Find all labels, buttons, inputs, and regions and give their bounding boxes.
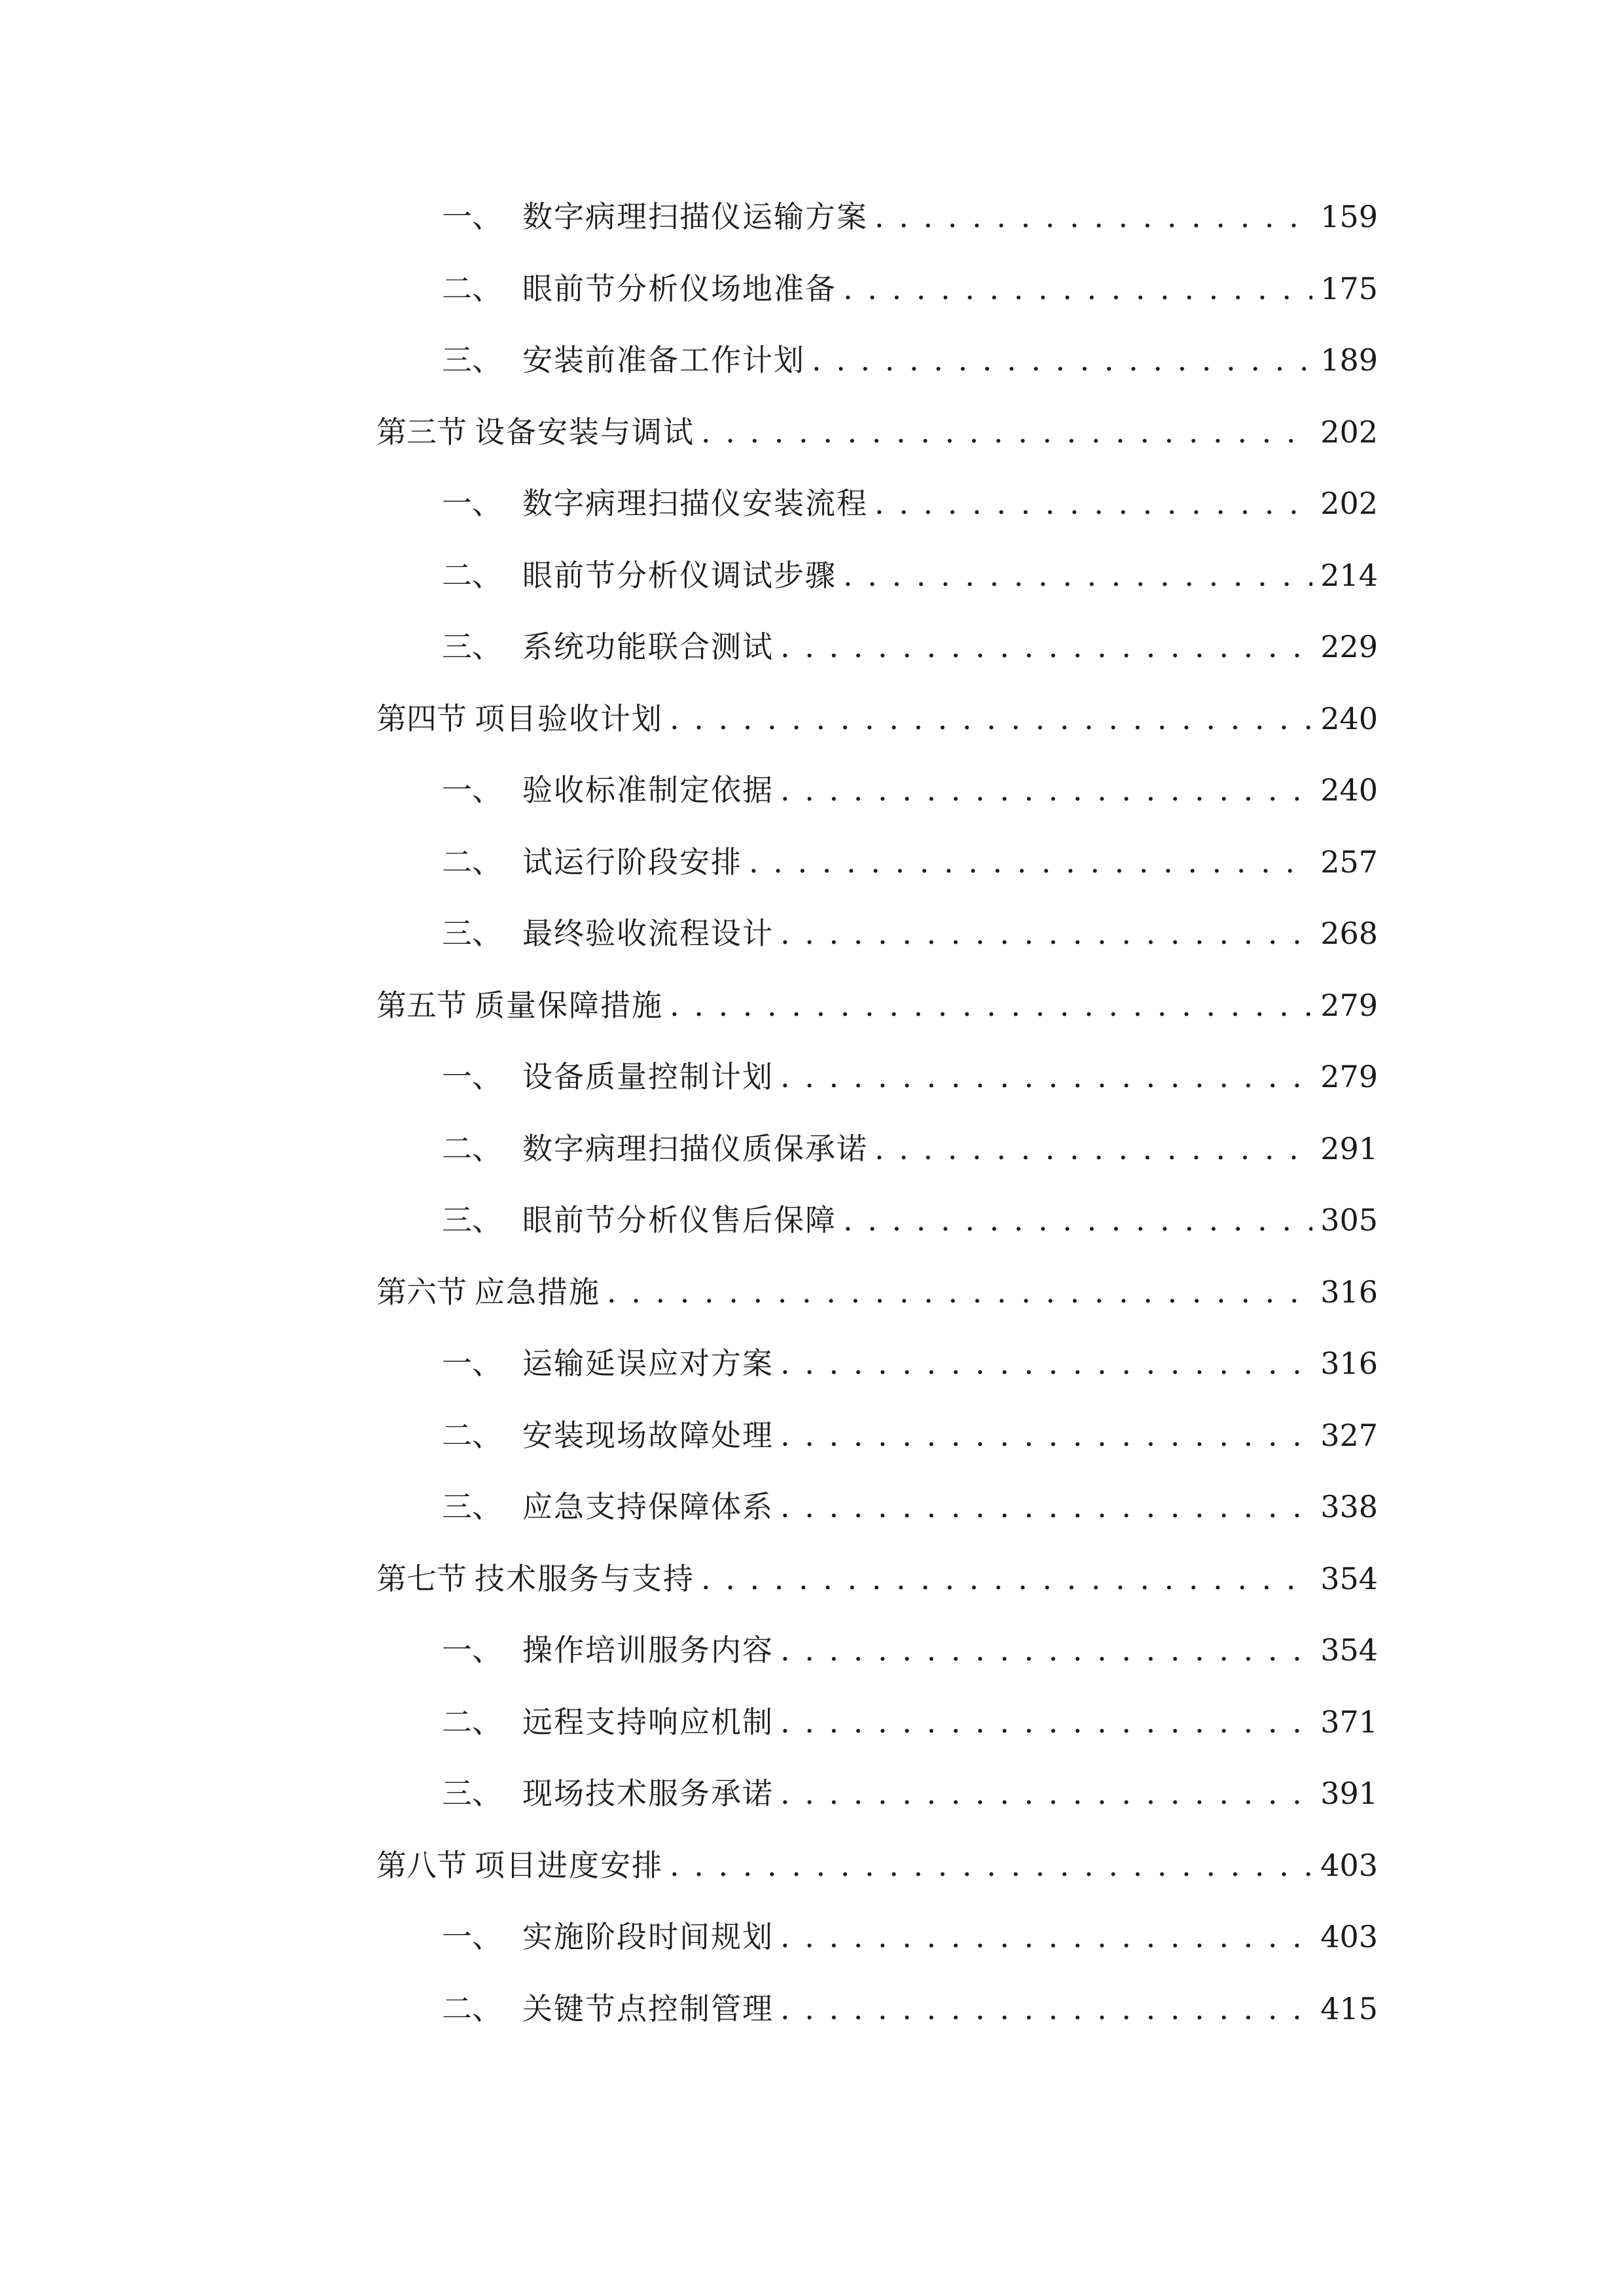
- toc-entry-number: 三、: [442, 342, 502, 378]
- toc-entry-title: 数字病理扫描仪质保承诺: [522, 1130, 868, 1166]
- toc-entry-page: 316: [1320, 1346, 1378, 1381]
- toc-entry-number: 一、: [442, 486, 502, 521]
- toc-entry-page: 202: [1320, 414, 1378, 450]
- toc-entry-title: 设备安装与调试: [475, 414, 695, 450]
- toc-entry-title: 应急措施: [475, 1274, 600, 1310]
- toc-dot-leader: [875, 1126, 1312, 1172]
- toc-entry[interactable]: [376, 1126, 1378, 1198]
- toc-dot-leader: [780, 1340, 1312, 1386]
- toc-dot-leader: [843, 552, 1312, 598]
- toc-dot-leader: [875, 194, 1312, 240]
- toc-entry-number: 三、: [442, 1776, 502, 1811]
- toc-dot-leader: [780, 1412, 1312, 1458]
- toc-entry-number: 一、: [442, 199, 502, 234]
- toc-dot-leader: [812, 337, 1312, 383]
- toc-dot-leader: [780, 1986, 1312, 2032]
- toc-dot-leader: [780, 1770, 1312, 1816]
- toc-entry-page: 202: [1320, 486, 1378, 521]
- toc-entry-number: 第七节: [376, 1560, 467, 1596]
- toc-dot-leader: [670, 1842, 1312, 1888]
- toc-entry-number: 第六节: [376, 1274, 467, 1310]
- toc-entry-page: 391: [1320, 1776, 1378, 1811]
- toc-section-entry[interactable]: [376, 696, 1378, 768]
- toc-entry-title: 项目验收计划: [475, 700, 663, 736]
- toc-entry-page: 257: [1320, 844, 1378, 880]
- toc-dot-leader: [749, 839, 1312, 885]
- toc-dot-leader: [607, 1269, 1312, 1315]
- toc-entry-title: 数字病理扫描仪运输方案: [522, 199, 868, 234]
- toc-entry-title: 质量保障措施: [475, 987, 663, 1023]
- toc-entry-title: 实施阶段时间规划: [522, 1919, 774, 1954]
- toc-dot-leader: [780, 1054, 1312, 1100]
- toc-dot-leader: [670, 696, 1312, 742]
- toc-entry-number: 二、: [442, 1130, 502, 1166]
- toc-entry-number: 第八节: [376, 1847, 467, 1883]
- toc-entry-page: 175: [1320, 270, 1378, 306]
- toc-dot-leader: [701, 1556, 1312, 1602]
- toc-entry-title: 远程支持响应机制: [522, 1704, 774, 1740]
- toc-entry[interactable]: [376, 480, 1378, 552]
- toc-entry-number: 二、: [442, 1704, 502, 1740]
- toc-entry-title: 眼前节分析仪场地准备: [522, 270, 837, 306]
- toc-entry[interactable]: [376, 910, 1378, 982]
- toc-entry-number: 二、: [442, 1990, 502, 2026]
- toc-entry-page: 415: [1320, 1990, 1378, 2026]
- toc-dot-leader: [780, 767, 1312, 813]
- toc-dot-leader: [780, 910, 1312, 956]
- toc-dot-leader: [875, 480, 1312, 526]
- toc-entry-page: 327: [1320, 1417, 1378, 1453]
- toc-entry-number: 第四节: [376, 700, 467, 736]
- toc-entry-number: 三、: [442, 1202, 502, 1238]
- toc-entry-title: 技术服务与支持: [475, 1560, 695, 1596]
- toc-entry-title: 眼前节分析仪售后保障: [522, 1202, 837, 1238]
- toc-entry-number: 二、: [442, 1417, 502, 1453]
- toc-entry-page: 291: [1320, 1130, 1378, 1166]
- toc-entry[interactable]: [376, 624, 1378, 696]
- toc-entry[interactable]: [376, 552, 1378, 624]
- toc-entry-page: 279: [1320, 1059, 1378, 1094]
- toc-entry[interactable]: [376, 1484, 1378, 1556]
- toc-dot-leader: [843, 266, 1312, 312]
- toc-entry-page: 338: [1320, 1489, 1378, 1524]
- toc-entry-number: 三、: [442, 916, 502, 951]
- toc-entry[interactable]: [376, 1627, 1378, 1699]
- toc-entry[interactable]: [376, 1770, 1378, 1842]
- toc-entry-title: 最终验收流程设计: [522, 916, 774, 951]
- toc-entry-number: 一、: [442, 1632, 502, 1668]
- toc-entry[interactable]: [376, 767, 1378, 839]
- table-of-contents: [376, 194, 1378, 2057]
- toc-entry[interactable]: [376, 1699, 1378, 1771]
- toc-entry-title: 操作培训服务内容: [522, 1632, 774, 1668]
- toc-dot-leader: [780, 1699, 1312, 1745]
- toc-entry-title: 数字病理扫描仪安装流程: [522, 486, 868, 521]
- toc-dot-leader: [780, 1627, 1312, 1673]
- toc-entry-page: 268: [1320, 916, 1378, 951]
- toc-dot-leader: [843, 1197, 1312, 1243]
- toc-entry-number: 一、: [442, 1059, 502, 1094]
- toc-entry-number: 一、: [442, 1919, 502, 1954]
- toc-entry-title: 试运行阶段安排: [522, 844, 742, 880]
- toc-entry[interactable]: [376, 266, 1378, 338]
- toc-section-entry[interactable]: [376, 982, 1378, 1054]
- toc-section-entry[interactable]: [376, 1556, 1378, 1628]
- toc-entry-number: 三、: [442, 629, 502, 664]
- toc-entry-page: 189: [1320, 342, 1378, 378]
- toc-entry-number: 二、: [442, 844, 502, 880]
- toc-entry-title: 应急支持保障体系: [522, 1489, 774, 1524]
- toc-section-entry[interactable]: [376, 1842, 1378, 1914]
- toc-entry-page: 316: [1320, 1274, 1378, 1310]
- toc-entry-title: 现场技术服务承诺: [522, 1776, 774, 1811]
- toc-section-entry[interactable]: [376, 1269, 1378, 1341]
- toc-entry-title: 安装前准备工作计划: [522, 342, 805, 378]
- toc-entry-number: 一、: [442, 1346, 502, 1381]
- toc-entry[interactable]: [376, 194, 1378, 266]
- toc-entry-number: 第三节: [376, 414, 467, 450]
- toc-entry-page: 354: [1320, 1632, 1378, 1668]
- toc-entry-title: 安装现场故障处理: [522, 1417, 774, 1453]
- toc-entry-title: 设备质量控制计划: [522, 1059, 774, 1094]
- toc-entry[interactable]: [376, 1054, 1378, 1126]
- toc-dot-leader: [780, 624, 1312, 670]
- toc-entry-page: 403: [1320, 1847, 1378, 1883]
- toc-entry[interactable]: [376, 1197, 1378, 1269]
- toc-entry-page: 279: [1320, 987, 1378, 1023]
- toc-entry[interactable]: [376, 839, 1378, 911]
- toc-entry-page: 354: [1320, 1560, 1378, 1596]
- toc-entry-page: 403: [1320, 1919, 1378, 1954]
- toc-entry-page: 214: [1320, 557, 1378, 593]
- toc-entry[interactable]: [376, 1340, 1378, 1412]
- toc-entry-page: 159: [1320, 199, 1378, 234]
- toc-entry-number: 第五节: [376, 987, 467, 1023]
- toc-entry-page: 229: [1320, 629, 1378, 664]
- toc-entry-title: 验收标准制定依据: [522, 772, 774, 808]
- toc-entry-title: 运输延误应对方案: [522, 1346, 774, 1381]
- toc-entry[interactable]: [376, 1412, 1378, 1484]
- toc-entry-title: 关键节点控制管理: [522, 1990, 774, 2026]
- toc-entry-number: 三、: [442, 1489, 502, 1524]
- toc-entry-number: 二、: [442, 270, 502, 306]
- toc-dot-leader: [780, 1914, 1312, 1960]
- toc-entry-number: 一、: [442, 772, 502, 808]
- toc-entry[interactable]: [376, 1986, 1378, 2058]
- toc-entry[interactable]: [376, 337, 1378, 409]
- toc-entry-page: 371: [1320, 1704, 1378, 1740]
- toc-entry[interactable]: [376, 1914, 1378, 1986]
- toc-entry-number: 二、: [442, 557, 502, 593]
- toc-entry-title: 项目进度安排: [475, 1847, 663, 1883]
- toc-dot-leader: [670, 982, 1312, 1028]
- toc-entry-page: 240: [1320, 700, 1378, 736]
- toc-entry-title: 系统功能联合测试: [522, 629, 774, 664]
- toc-section-entry[interactable]: [376, 409, 1378, 481]
- toc-dot-leader: [780, 1484, 1312, 1530]
- toc-entry-title: 眼前节分析仪调试步骤: [522, 557, 837, 593]
- toc-entry-page: 240: [1320, 772, 1378, 808]
- toc-dot-leader: [701, 409, 1312, 455]
- toc-entry-page: 305: [1320, 1202, 1378, 1238]
